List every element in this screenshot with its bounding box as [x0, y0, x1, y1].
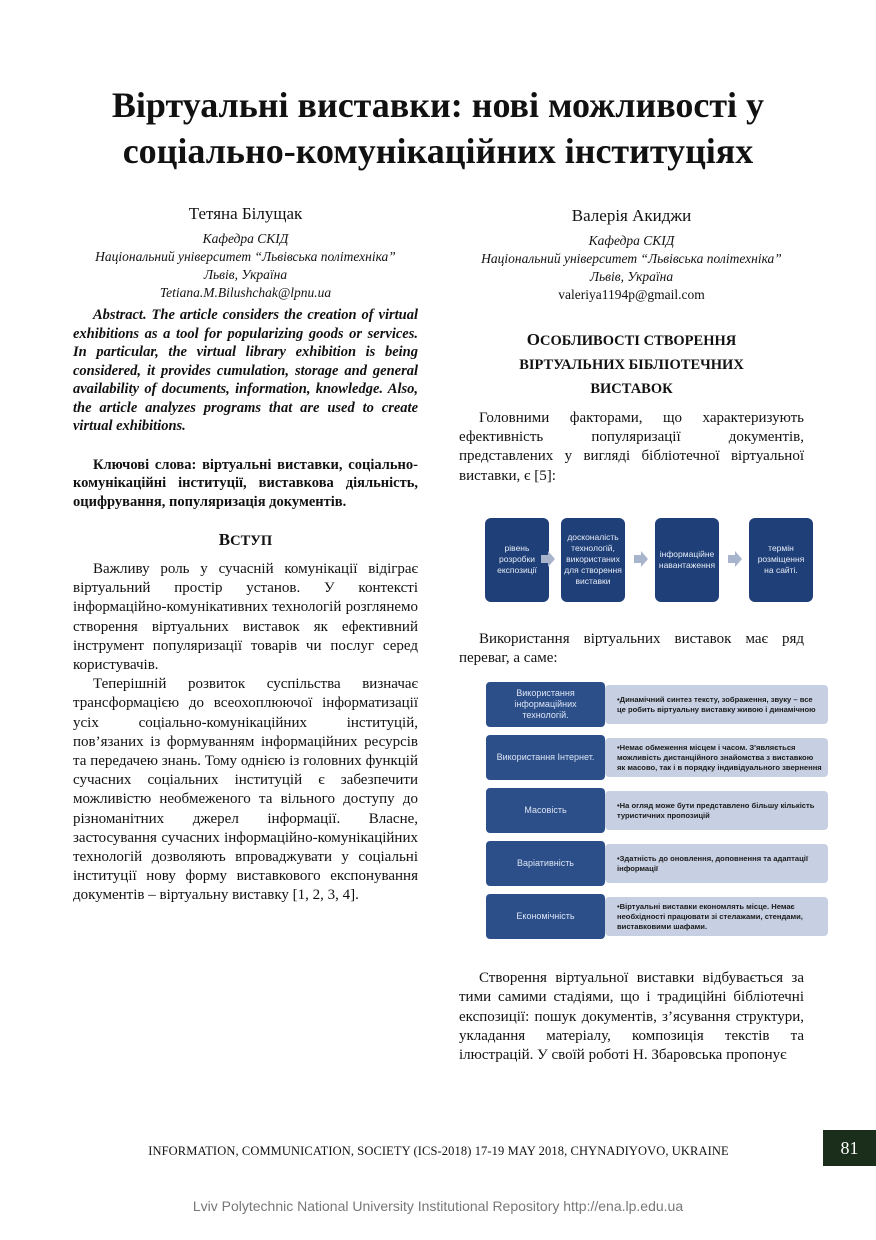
page-number: 81: [823, 1130, 876, 1166]
author-city-1: Львів, Україна: [203, 267, 288, 282]
advantage-text: •На огляд може бути представлено більшу кількість туристичних пропозицій: [605, 791, 828, 830]
arrow-right-icon: [541, 551, 555, 567]
section2-heading: [459, 328, 804, 401]
intro-paragraph-2: Теперішній розвиток суспільства визначає трансформацією до всеохоплюючої інформатизації усіх соціально-комунікаційних інституцій, пов’язаних із формуванням інформаційних ресурсів та передачею знань. Тому однією із головних функцій сучасних соціальних інституцій є забезпечити можливістю необмеженого та вільного доступу до різноманітних джерел інформації. Власне, застосування сучасних інформаційно-комунікаційних технологій дозволяють впроваджувати у соціальні інституції нову форму виставкового експонування документів – віртуальну виставку [1, 2, 3, 4].: [73, 676, 418, 904]
advantage-label: Масовість: [486, 788, 605, 833]
advantage-label: Використання Інтернет.: [486, 735, 605, 780]
flow-step-4: термін розміщення на сайті.: [749, 518, 813, 602]
left-column: [73, 204, 418, 906]
section2-heading-line2: ВІРТУАЛЬНИХ БІБЛІОТЕЧНИХ: [519, 357, 744, 373]
section2-paragraph-1: Головними факторами, що характеризують ефективність популяризації документів, представлених у вигляді бібліотечної віртуальної виставки, є [5]:: [459, 410, 804, 484]
author-name-2: Валерія Акиджи: [571, 206, 692, 225]
author-city-2: Львів, Україна: [589, 269, 674, 284]
section2-heading-line3: ВИСТАВОК: [590, 381, 673, 397]
author-dept-1: Кафедра СКІД: [202, 231, 289, 246]
flow-step-1: рівень розробки експозиції: [485, 518, 549, 602]
right-column: [459, 204, 822, 1065]
keywords: Ключові слова: віртуальні виставки, соціально-комунікаційні інституції, виставкова діяльність, оцифрування, популяризація документів.: [73, 456, 418, 510]
intro-heading: [73, 529, 418, 552]
advantage-row: [486, 682, 828, 727]
advantages-diagram: [486, 682, 828, 939]
advantage-text: •Віртуальні виставки економлять місце. Немає необхідності працювати зі стелажами, стендами, виставковими шафами.: [605, 897, 828, 936]
advantage-text: •Динамічний синтез тексту, зображення, звуку – все це робить віртуальну виставку живою і динамічною: [605, 685, 828, 724]
advantage-row: [486, 894, 828, 939]
flow-step-3: інформаційне навантаження: [655, 518, 719, 602]
factors-diagram: [485, 518, 804, 604]
abstract: Abstract. The article considers the creation of virtual exhibitions as a tool for popularizing goods or services. In particular, the virtual library exhibition is being considered, it provides cumulation, storage and general availability of documents, information, knowledge. Also, the article analyzes programs that are used to create virtual exhibitions.: [73, 307, 418, 434]
arrow-right-icon: [634, 551, 648, 567]
intro-heading-rest: СТУП: [230, 533, 273, 549]
advantage-label: Варіативність: [486, 841, 605, 886]
conference-footer: INFORMATION, COMMUNICATION, SOCIETY (ICS-2018) 17-19 MAY 2018, CHYNADIYOVO, UKRAINE: [148, 1144, 729, 1158]
author-email-1[interactable]: Tetiana.M.Bilushchak@lpnu.ua: [159, 285, 332, 300]
section2-paragraph-3: Створення віртуальної виставки відбувається за тими самими стадіями, що і традиційні бібліотечні експозиції: пошук документів, з’ясування структури, укладання матеріалу, композиція текстів та ілюстрацій. У своїй роботі Н. Збаровська пропонує: [459, 970, 804, 1064]
repository-footer[interactable]: Lviv Polytechnic National University Institutional Repository http://ena.lp.edu.ua: [192, 1198, 684, 1214]
advantage-text: •Здатність до оновлення, доповнення та адаптації інформації: [605, 844, 828, 883]
section2-paragraph-2: Використання віртуальних виставок має ряд переваг, а саме:: [459, 630, 804, 667]
author-university-1: Національний університет “Львівська політехніка”: [95, 249, 396, 264]
author-dept-2: Кафедра СКІД: [588, 233, 675, 248]
advantage-text: •Немає обмеження місцем і часом. З'являється можливість дистанційного знайомства з виставкою як масово, так і в порядку індивідуального звернення: [605, 738, 828, 777]
advantage-label: Використання інформаційних технологій.: [486, 682, 605, 727]
page-title: Віртуальні виставки: нові можливості у соціально-комунікаційних інституціях: [111, 85, 765, 171]
flow-step-2: досконалість технологій, використаних для створення виставки: [561, 518, 625, 602]
section2-heading-line1: СОБЛИВОСТІ СТВОРЕННЯ: [539, 333, 737, 349]
author-name-1: Тетяна Білущак: [188, 204, 303, 223]
section2-heading-first: О: [526, 330, 540, 349]
arrow-right-icon: [728, 551, 742, 567]
advantage-label: Економічність: [486, 894, 605, 939]
advantage-row: [486, 841, 828, 886]
author-university-2: Національний університет “Львівська політехніка”: [481, 251, 782, 266]
intro-paragraph-1: Важливу роль у сучасній комунікації відіграє віртуальний простір установ. У контексті інформаційно-комунікативних технологій розглянемо створення віртуальних виставок як ефективний інструмент популяризації товарів чи послуг серед користувачів.: [73, 561, 418, 674]
author-email-2[interactable]: valeriya1194p@gmail.com: [558, 287, 705, 302]
intro-heading-first: В: [218, 530, 231, 549]
advantage-row: [486, 788, 828, 833]
advantage-row: [486, 735, 828, 780]
